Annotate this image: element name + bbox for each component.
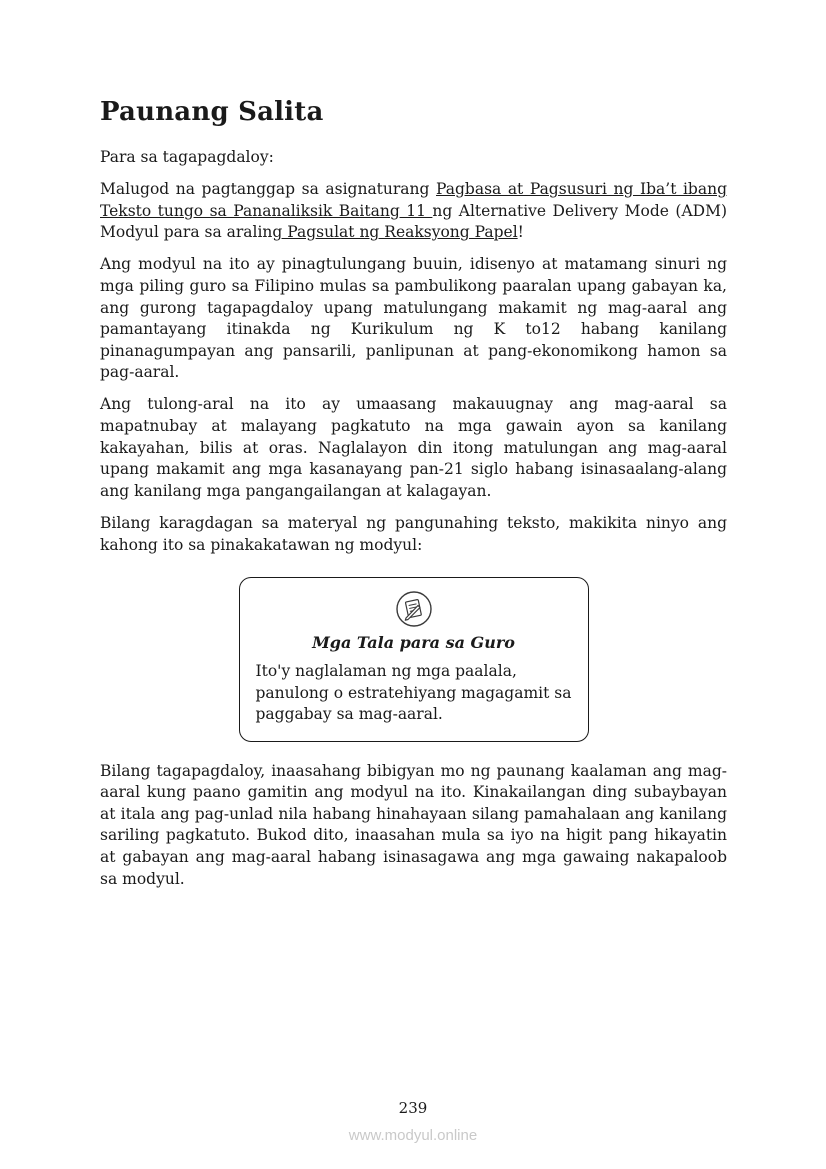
paragraph-learning-aid: Ang tulong-aral na ito ay umaasang makauugnay ang mag-aaral sa mapatnubay at malayang pagkatuto na mga gawain ayon sa kanilang kakayahan, bilis at oras. Naglalayon din itong matulungan ang mag-aaral upang makamit ang mga kasanayang pan-21 siglo habang isinasaalang-alang ang kanilang mga pangangailangan at kalagayan. [100,395,727,500]
paragraph-welcome [100,179,727,244]
underlined-lesson-title: g Pagsulat ng Reaksyong Papel [272,223,518,242]
watermark-url: www.modyul.online [348,1127,478,1144]
paragraph-about-module: Ang modyul na ito ay pinagtulungang buuin, idisenyo at matamang sinuri ng mga piling guro sa Filipino mulas sa pambulikong paaralan upang gabayan ka, ang gurong tagapagdaloy upang matulungang makamit ng mag-aaral ang pamantayang itinakda ng Kurikulum ng K to12 habang kanilang pinanagumpayan ang pansarili, panlipunan at pang-ekonomikong hamon sa pag-aaral. [100,255,727,382]
paragraph-greeting: Para sa tagapagdaloy: [100,148,274,166]
text-segment: ! [517,223,524,242]
note-pencil-icon [393,588,435,630]
callout-title: Mga Tala para sa Guro [312,633,515,653]
paragraph-box-intro: Bilang karagdagan sa materyal ng pangunahing teksto, makikita ninyo ang kahong ito sa pinakakatawan ng modyul: [100,513,727,554]
page-content [100,97,727,901]
underlined-subject-title: Pagbasa at Pagsusuri ng Iba’t ibang Teksto tungo sa Pananaliksik Baitang 11 [100,180,727,220]
paragraph-closing: Bilang tagapagdaloy, inaasahang bibigyan mo ng paunang kaalaman ang mag-aaral kung paano gamitin ang modyul na ito. Kinakailangan ding subaybayan at itala ang pag-unlad nila habang hinahayaan silang pamahalaan ang kanilang sariling pagkatuto. Bukod dito, inaasahan mula sa iyo na higit pang hikayatin at gabayan ang mag-aaral habang isinasagawa ang mga gawaing nakapaloob sa modyul. [100,761,727,888]
callout-body: Ito'y naglalaman ng mga paalala, panulong o estratehiyang magagamit sa paggabay sa mag-aaral. [255,662,572,724]
text-segment: ng Alternative Delivery Mode (ADM) Modyul para sa aralin [100,201,727,242]
teacher-notes-callout [239,577,589,742]
page-title: Paunang Salita [100,97,324,127]
page-number: 239 [398,1099,428,1117]
text-segment: Malugod na pagtanggap sa asignaturang [100,180,437,199]
